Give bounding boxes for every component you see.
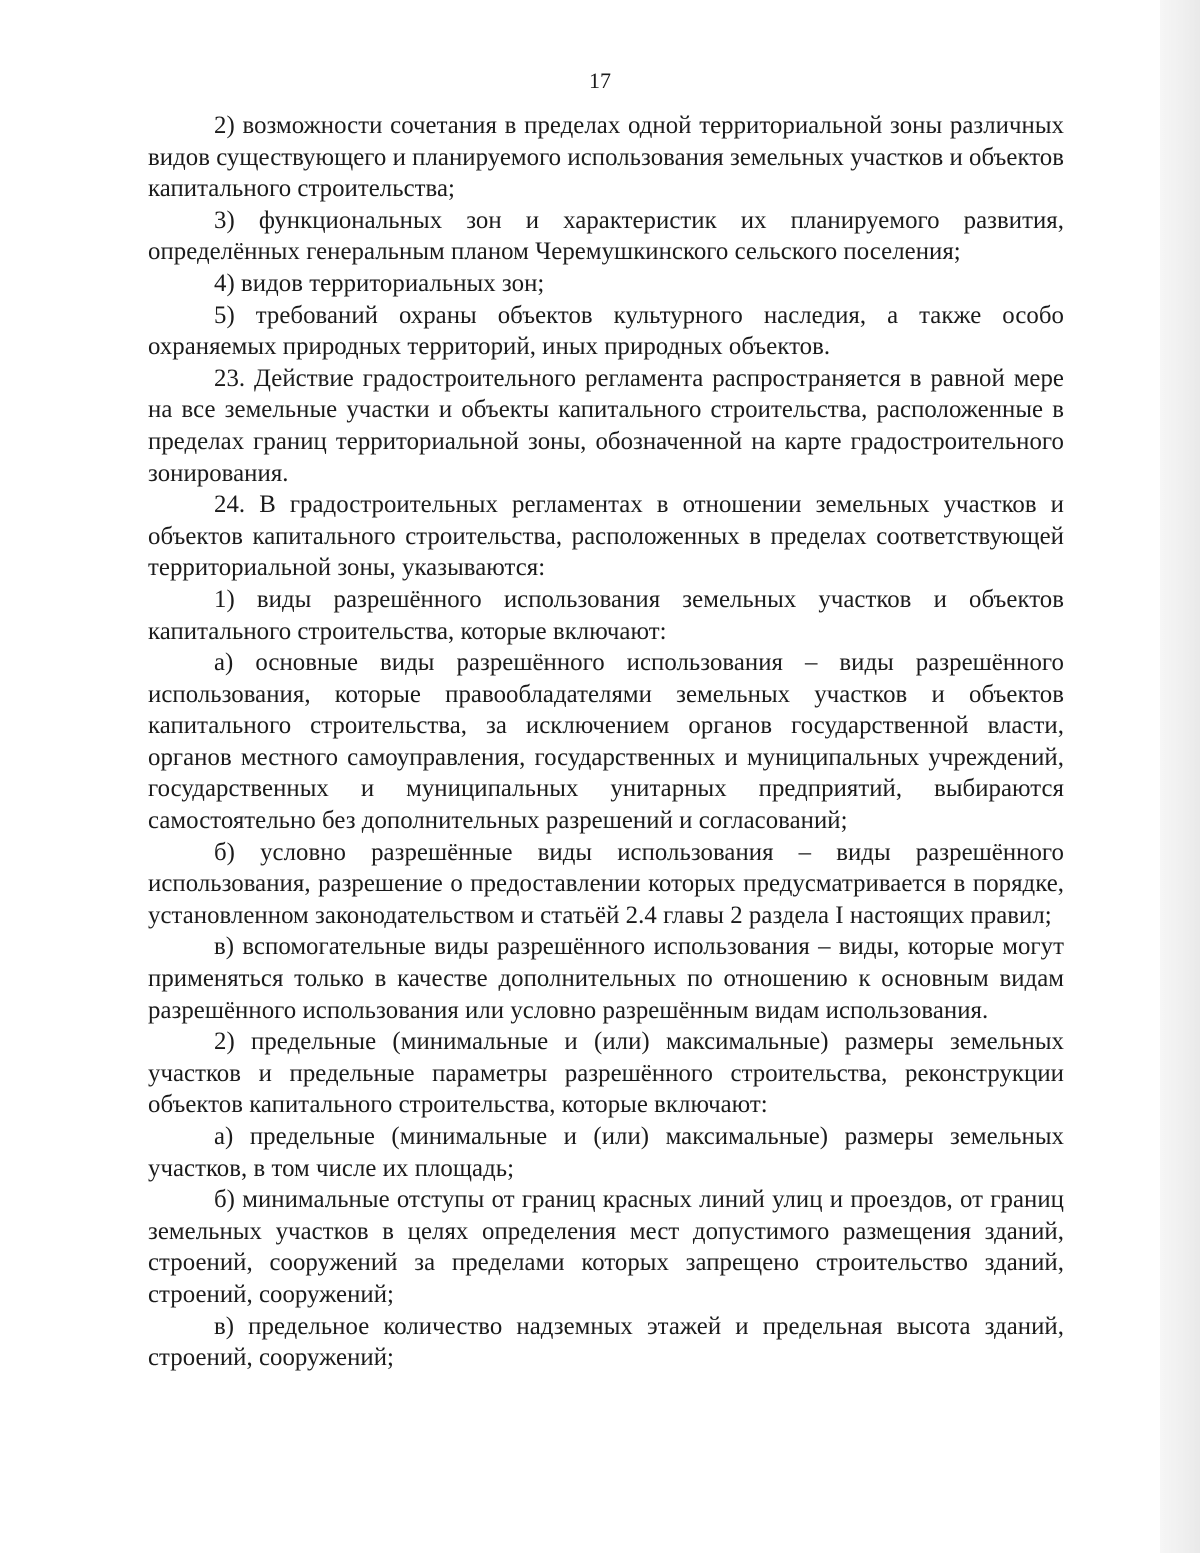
paragraph-item-4-zone-types: 4) видов территориальных зон; [214,269,545,297]
scan-shadow-edge [1160,0,1200,1553]
paragraph-item-5-heritage: 5) требований охраны объектов культурного наследия, а также особо охраняемых природных территорий, иных природных объектов. [148,301,1064,361]
paragraph-item-2-limit-sizes: 2) предельные (минимальные и (или) максимальные) размеры земельных участков и предельные параметры разрешённого строительства, реконструкции объектов капитального строительства, которые включают: [148,1028,1064,1119]
paragraph-subitem-v-auxiliary-uses: в) вспомогательные виды разрешённого использования – виды, которые могут применяться только в качестве дополнительных по отношению к основным видам разрешённого использования или условно разрешённым видам использования. [148,933,1064,1024]
paragraph-item-1-permitted-uses: 1) виды разрешённого использования земельных участков и объектов капитального строительства, которые включают: [148,585,1064,645]
paragraph-subitem-v-floors-height: в) предельное количество надземных этажей и предельная высота зданий, строений, сооружений; [148,1312,1064,1372]
paragraph-item-2-combination: 2) возможности сочетания в пределах одной территориальной зоны различных видов существующего и планируемого использования земельных участков и объектов капитального строительства; [148,112,1064,203]
paragraph-clause-24: 24. В градостроительных регламентах в отношении земельных участков и объектов капитального строительства, расположенных в пределах соответствующей территориальной зоны, указываются: [148,491,1064,582]
paragraph-clause-23: 23. Действие градостроительного регламента распространяется в равной мере на все земельные участки и объекты капитального строительства, расположенные в пределах границ территориальной зоны, обозначенной на карте градостроительного зонирования. [148,364,1064,487]
document-body [148,110,1064,1374]
page-number: 17 [589,68,611,93]
paragraph-subitem-b-conditional-uses: б) условно разрешённые виды использования – виды разрешённого использования, разрешение о предоставлении которых предусматривается в порядке, установленном законодательством и статьёй 2.4 главы 2 раздела I настоящих правил; [148,838,1064,929]
paragraph-subitem-a-main-uses: а) основные виды разрешённого использования – виды разрешённого использования, которые правообладателями земельных участков и объектов капитального строительства, за исключением органов государственной власти, органов местного самоуправления, государственных и муниципальных учреждений, государственных и муниципальных унитарных предприятий, выбираются самостоятельно без дополнительных разрешений и согласований; [148,649,1064,835]
paragraph-item-3-functional-zones: 3) функциональных зон и характеристик их планируемого развития, определённых генеральным планом Черемушкинского сельского поселения; [148,206,1064,266]
paragraph-subitem-a-plot-sizes: а) предельные (минимальные и (или) максимальные) размеры земельных участков, в том числе их площадь; [148,1123,1064,1182]
paragraph-subitem-b-setbacks: б) минимальные отступы от границ красных линий улиц и проездов, от границ земельных участков в целях определения мест допустимого размещения зданий, строений, сооружений за пределами которых запрещено строительство зданий, строений, сооружений; [148,1186,1064,1308]
